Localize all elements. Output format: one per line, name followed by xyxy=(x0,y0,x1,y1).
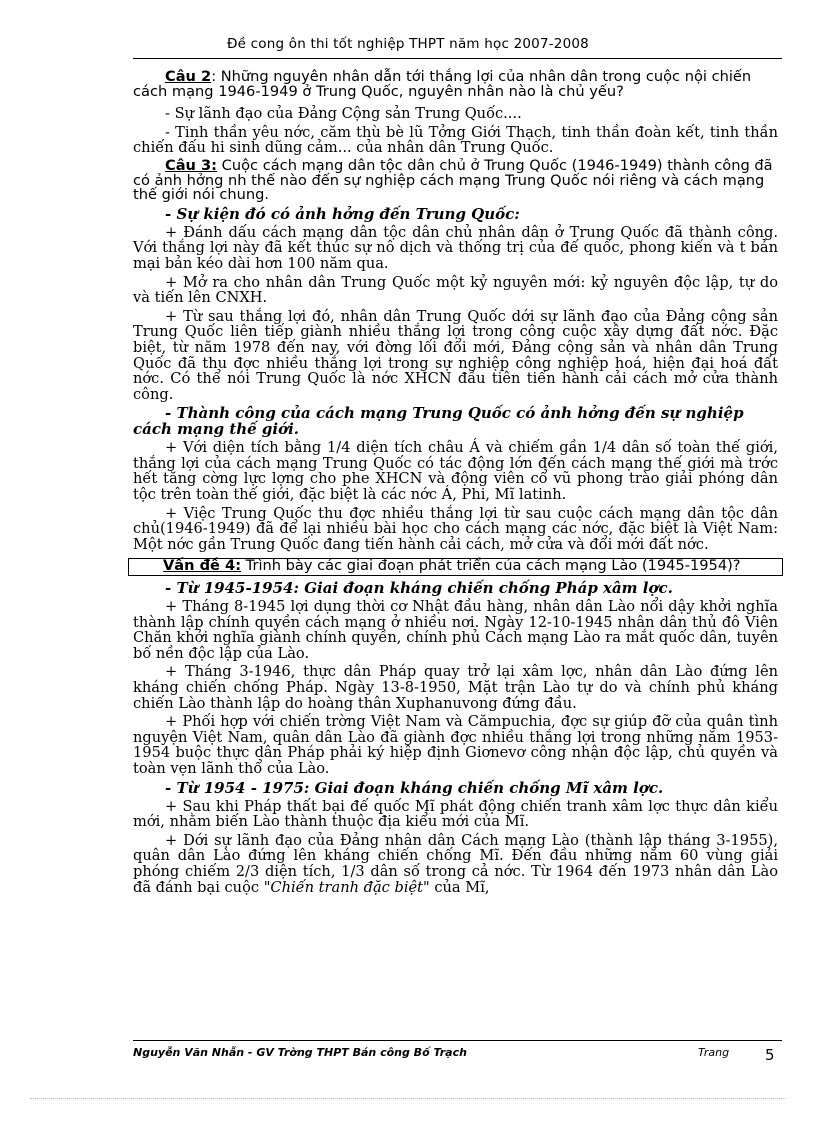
cau3-paragraph: + Với diện tích bằng 1/4 diện tích châu Á và chiếm gần 1/4 dân số toàn thế giới, thắng lợi của cách mạng Trung Quốc có tác động lớn đến cách mạng thế giới mà trớc hết tăng cờng lực lợng cho phe XHCN và động viên cổ vũ phong trào giải phóng dân tộc trên toàn thế giới, đặc biệt là các nớc Á, Phi, Mĩ latinh. xyxy=(133,439,778,504)
cau3-paragraph: + Từ sau thắng lợi đó, nhân dân Trung Quốc dới sự lãnh đạo của Đảng cộng sản Trung Quốc liên tiếp giành nhiều thắng lợi trong công cuộc xây dựng đất nớc. Đặc biệt, từ năm 1978 đến nay, với đờng lối đổi mới, Đảng cộng sản và nhân dân Trung Quốc đã thu đợc nhiều thắng lợi trong sự nghiệp công nghiệp hoá, hiện đại hoá đất nớc. Có thể nói Trung Quốc là nớc XHCN đầu tiên tiến hành cải cách mở cửa thành công. xyxy=(133,307,778,403)
cau3-paragraph: + Việc Trung Quốc thu đợc nhiều thắng lợi từ sau cuộc cách mạng dân tộc dân chủ(1946-1949) đã để lại nhiều bài học cho cách mạng các nớc, đặc biệt là Việt Nam: Một nớc gần Trung Quốc đang tiến hành cải cách, mở cửa và đổi mới đất nớc. xyxy=(133,504,778,553)
cau3-paragraph: + Đánh dấu cách mạng dân tộc dân chủ nhân dân ở Trung Quốc đã thành công. Với thắng lợi này đã kết thúc sự nô dịch và thống trị của đế quốc, phong kiến và t bản mại bản kéo dài hơn 100 năm qua. xyxy=(133,223,778,272)
cau3-heading: - Sự kiện đó có ảnh hởng đến Trung Quốc: xyxy=(165,204,520,223)
page-footer xyxy=(133,1046,782,1064)
cau3-question xyxy=(133,156,778,204)
cau3-paragraph: + Mở ra cho nhân dân Trung Quốc một kỷ nguyên mới: kỷ nguyên độc lập, tự do và tiến lên CNXH. xyxy=(133,273,778,307)
vande4-paragraph: + Tháng 3-1946, thực dân Pháp quay trở lại xâm lợc, nhân dân Lào đứng lên kháng chiến chống Pháp. Ngày 13-8-1950, Mặt trận Lào tự do và chính phủ kháng chiến Lào thành lập do hoàng thân Xuphanuvong đứng đầu. xyxy=(133,663,778,712)
vande4-paragraph xyxy=(133,833,778,895)
footer-rule xyxy=(133,1040,782,1041)
vande4-question-box xyxy=(128,558,783,576)
cau2-question-text: : Những nguyên nhân dẫn tới thắng lợi của nhân dân trong cuộc nội chiến cách mạng 1946-1949 ở Trung Quốc, nguyên nhân nào là chủ yếu? xyxy=(133,68,752,100)
cau2-paragraph: - Sự lãnh đạo của Đảng Cộng sản Trung Quốc.... xyxy=(165,105,522,123)
page-number: 5 xyxy=(765,1046,775,1064)
page-content xyxy=(133,64,778,898)
vande4-p5-tail: của Mĩ, xyxy=(429,878,490,896)
vande4-heading: - Từ 1945-1954: Giai đoạn kháng chiến chống Pháp xâm lợc. xyxy=(165,579,673,598)
footer-trang-label: Trang xyxy=(698,1046,730,1059)
vande4-label: Vấn đề 4: xyxy=(163,557,242,575)
cau3-question-text: Cuộc cách mạng dân tộc dân chủ ở Trung Quốc (1946-1949) thành công đã có ảnh hởng nh thế nào đến sự nghiệp cách mạng Trung Quốc nói riêng và cách mạng thế giới nói chung. xyxy=(133,156,773,204)
cau3-heading: - Thành công của cách mạng Trung Quốc có ảnh hởng đến sự nghiệp cách mạng thế giới. xyxy=(133,404,744,439)
page-bottom-divider xyxy=(30,1098,786,1099)
vande4-paragraph: + Phối hợp với chiến trờng Việt Nam và Cămpuchia, đợc sự giúp đỡ của quân tình nguyện Việt Nam, quân dân Lào đã giành đợc nhiều thắng lợi trong những năm 1953-1954 buộc thực dân Pháp phải ký hiệp định Giơnevơ công nhận độc lập, chủ quyền và toàn vẹn lãnh thổ của Lào. xyxy=(133,713,778,777)
vande4-p5-italic: "Chiến tranh đặc biệt" xyxy=(263,878,430,896)
vande4-paragraph: + Tháng 8-1945 lợi dụng thời cơ Nhật đầu hàng, nhân dân Lào nổi dậy khởi nghĩa thành lập chính quyền cách mạng ở nhiều nơi. Ngày 12-10-1945 nhân dân thủ đô Viên Chăn khởi nghĩa giành chính quyền, chính phủ Cách mạng Lào ra mắt quốc dân, tuyên bố nền độc lập của Lào. xyxy=(133,598,778,662)
cau2-label: Câu 2 xyxy=(165,68,212,85)
vande4-paragraph: + Sau khi Pháp thất bại đế quốc Mĩ phát động chiến tranh xâm lợc thực dân kiểu mới, nhằm biến Lào thành thuộc địa kiểu mới của Mĩ. xyxy=(133,797,778,831)
page-header: Đề cong ôn thi tốt nghiệp THPT năm học 2007-2008 xyxy=(227,36,589,52)
cau2-paragraph: - Tinh thần yêu nớc, căm thù bè lũ Tởng Giới Thạch, tinh thần đoàn kết, tinh thần chiến đấu hi sinh dũng cảm... của nhân dân Trung Quốc. xyxy=(133,123,778,157)
vande4-heading: - Từ 1954 - 1975: Giai đoạn kháng chiến chống Mĩ xâm lợc. xyxy=(165,778,664,797)
header-rule xyxy=(133,58,782,59)
cau3-label: Câu 3: xyxy=(165,156,218,174)
cau2-question xyxy=(133,70,778,99)
vande4-question-text: Trình bày các giai đoạn phát triển của cách mạng Lào (1945-1954)? xyxy=(241,557,741,575)
vande4-p5-text: + Dới sự lãnh đạo của Đảng nhân dân Cách mạng Lào (thành lập tháng 3-1955), quân dân Lào đứng lên kháng chiến chống Mĩ. Đến đầu những năm 60 vùng giải phóng chiếm 2/3 diện tích, 1/3 dân số trong cả nớc. Từ 1964 đến 1973 nhân dân Lào đã đánh bại cuộc xyxy=(133,831,778,896)
footer-author: Nguyễn Văn Nhẫn - GV Trờng THPT Bán công Bố Trạch xyxy=(133,1046,467,1059)
